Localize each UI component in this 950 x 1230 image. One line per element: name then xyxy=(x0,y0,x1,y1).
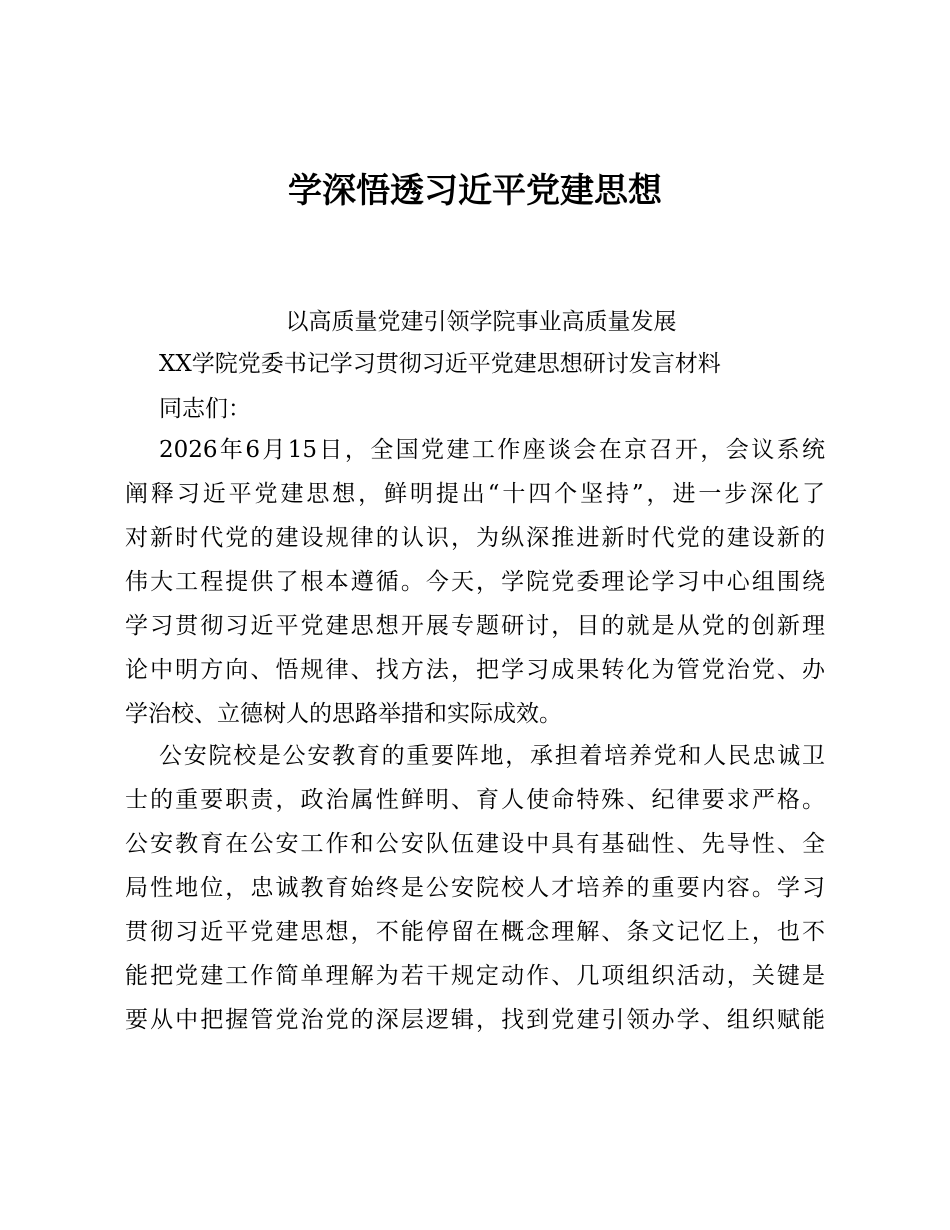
salutation: 同志们： xyxy=(159,396,251,422)
paragraph-line: 贯彻习近平党建思想，不能停留在概念理解、条文记忆上，也不 xyxy=(125,919,825,945)
paragraph-line: 要从中把握管党治党的深层逻辑，找到党建引领办学、组织赋能 xyxy=(125,1007,825,1033)
paragraph-line: 公安教育在公安工作和公安队伍建设中具有基础性、先导性、全 xyxy=(125,831,825,857)
paragraph-line: 公安院校是公安教育的重要阵地，承担着培养党和人民忠诚卫 xyxy=(159,743,825,769)
paragraph-line: 学习贯彻习近平党建思想开展专题研讨，目的就是从党的创新理 xyxy=(125,613,825,639)
paragraph-line: 对新时代党的建设规律的认识，为纵深推进新时代党的建设新的 xyxy=(125,525,825,551)
paragraph-2 xyxy=(125,734,825,1042)
paragraph-line: 士的重要职责，政治属性鲜明、育人使命特殊、纪律要求严格。 xyxy=(125,787,825,813)
paragraph-line: 2026年6月15日，全国党建工作座谈会在京召开，会议系统 xyxy=(159,437,825,463)
paragraph-line: 局性地位，忠诚教育始终是公安院校人才培养的重要内容。学习 xyxy=(125,875,825,901)
author-line: XX学院党委书记学习贯彻习近平党建思想研讨发言材料 xyxy=(159,351,721,377)
paragraph-line: 阐释习近平党建思想，鲜明提出“十四个坚持”，进一步深化了 xyxy=(125,481,825,507)
paragraph-line: 论中明方向、悟规律、找方法，把学习成果转化为管党治党、办 xyxy=(125,657,825,683)
paragraph-line: 能把党建工作简单理解为若干规定动作、几项组织活动，关键是 xyxy=(125,963,825,989)
paragraph-1 xyxy=(125,428,825,736)
document-subtitle: 以高质量党建引领学院事业高质量发展 xyxy=(285,309,677,335)
paragraph-line: 学治校、立德树人的思路举措和实际成效。 xyxy=(125,701,562,727)
document-title: 学深悟透习近平党建思想 xyxy=(288,171,662,211)
paragraph-line: 伟大工程提供了根本遵循。今天，学院党委理论学习中心组围绕 xyxy=(125,569,825,595)
